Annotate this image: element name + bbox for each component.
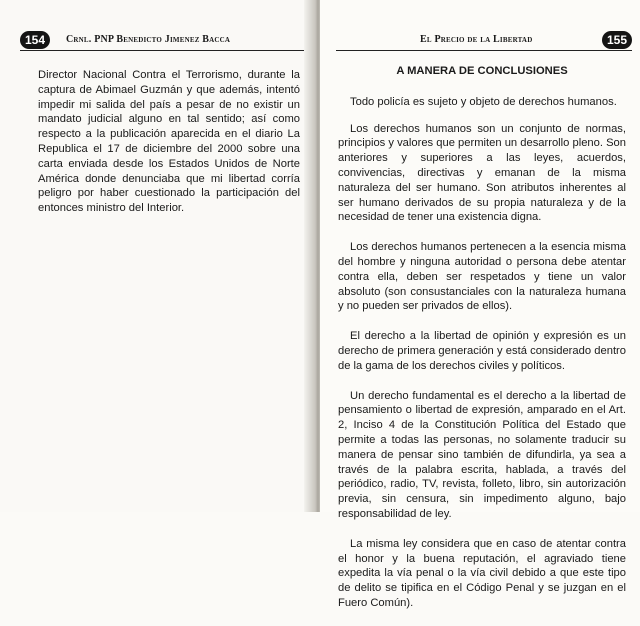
right-page-header bbox=[336, 30, 632, 52]
running-head-left: Crnl. PNP Benedicto Jimenez Bacca bbox=[66, 34, 231, 45]
left-page-body bbox=[38, 68, 300, 216]
right-page bbox=[320, 0, 640, 609]
left-page bbox=[0, 0, 312, 512]
paragraph-5: La misma ley considera que en caso de atentar contra el honor y la buena reputación, el agraviado tiene expedita la vía penal o la vía civil debido a que este tipo de delito se tipifica en el Código Penal y se juzgan en el Fuero Común). bbox=[338, 537, 626, 609]
lead-sentence: Todo policía es sujeto y objeto de derechos humanos. bbox=[350, 95, 617, 108]
paragraph-3: El derecho a la libertad de opinión y expresión es un derecho de primera generación y está considerado dentro de la gama de los derechos civiles y políticos. bbox=[338, 330, 626, 372]
paragraph-4: Un derecho fundamental es el derecho a la libertad de pensamiento o libertad de expresión, amparado en el Art. 2, Inciso 4 de la Constitución Política del Estado que permite a todas las personas, no solamente traducir su manera de pensar sino también de difundirla, ya sea a través de la palabra escrita, hablada, a través del periódico, radio, TV, revista, folleto, libro, sin autorización previa, sin censura, sin impedimento alguno, bajo responsabilidad de ley. bbox=[338, 389, 626, 520]
paragraph-1: Los derechos humanos son un conjunto de normas, principios y valores que permiten un desarrollo pleno. Son anteriores y superiores a las leyes, acuerdos, convivencias, directivas y emanan de la misma naturaleza del ser humano. Son atributos inherentes al ser humano derivados de su propia naturaleza y de la necesidad de tener una existencia digna. bbox=[338, 122, 626, 224]
page-number-right: 155 bbox=[602, 31, 632, 49]
paragraph-2: Los derechos humanos pertenecen a la esencia misma del hombre y ninguna autoridad o persona debe atentar contra ella, deben ser respetados y tiene un valor absoluto (son consustanciales con la naturaleza humana y no pueden ser privados de ellos). bbox=[338, 241, 626, 313]
section-heading: A MANERA DE CONCLUSIONES bbox=[396, 65, 568, 77]
page-number-left: 154 bbox=[20, 31, 50, 49]
right-page-body bbox=[338, 64, 626, 626]
running-head-right: El Precio de la Libertad bbox=[420, 34, 533, 45]
header-rule-right bbox=[336, 50, 632, 52]
header-rule-left bbox=[20, 50, 304, 52]
left-paragraph: Director Nacional Contra el Terrorismo, durante la captura de Abimael Guzmán y que además, intentó impedir mi salida del país a pesar de no existir un mandato judicial alguno en tal sentido; así como respecto a la publicación aparecida en el diario La Republica el 17 de diciembre del 2000 sobre una carta enviada desde los Estados Unidos de Norte América donde denunciaba que mi libertad corría peligro por haber cuestionado la participación del entonces ministro del Interior. bbox=[38, 69, 300, 215]
left-page-header bbox=[20, 30, 304, 52]
